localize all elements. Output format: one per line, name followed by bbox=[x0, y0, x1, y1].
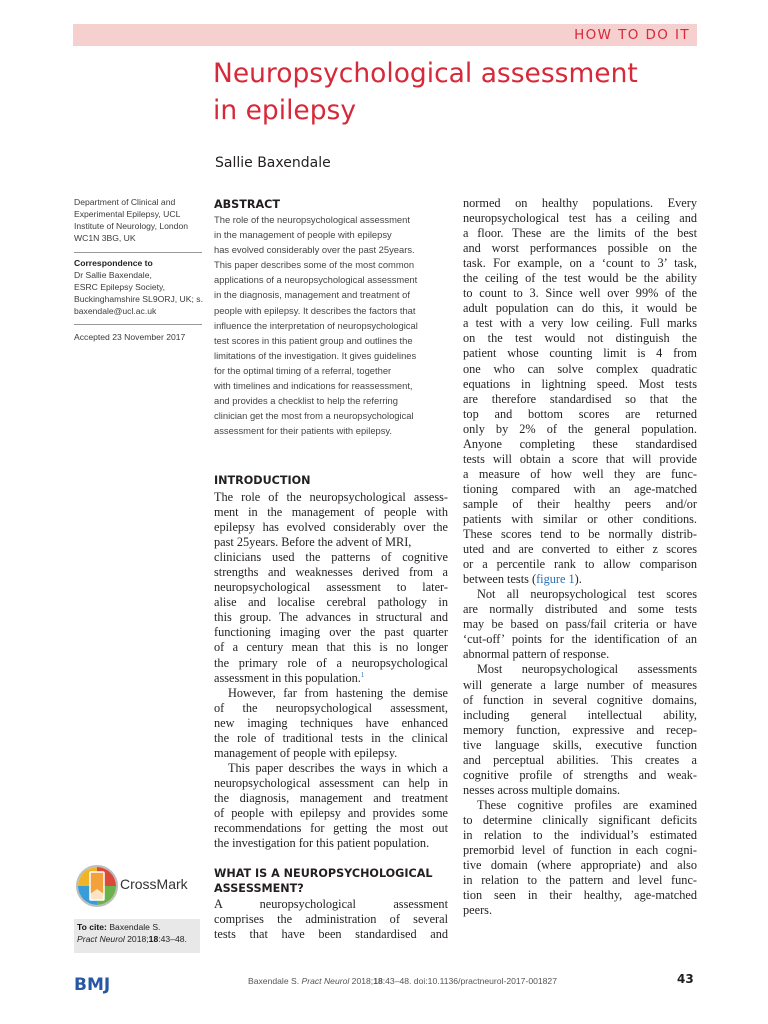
body-line: the investigation for this patient population. bbox=[214, 836, 430, 851]
footer-doi[interactable]: :43–48. doi:10.1136/practneurol-2017-001827 bbox=[382, 976, 557, 986]
body-line: this group. The advances in structural and bbox=[214, 610, 448, 625]
body-line: cognitive profile of strengths and weak- bbox=[463, 767, 697, 782]
what-is-body bbox=[214, 897, 448, 942]
footer-citation bbox=[248, 976, 557, 986]
what-is-heading-line: ASSESSMENT? bbox=[214, 882, 304, 895]
body-line: sample of their healthy peers and/or bbox=[463, 496, 697, 511]
correspondence-line: Dr Sallie Baxendale, bbox=[74, 270, 152, 281]
footer-journal: Pract Neurol bbox=[301, 976, 350, 986]
correspondence-line: ESRC Epilepsy Society, bbox=[74, 282, 166, 293]
body-line: or a percentile rank to allow comparison bbox=[463, 557, 697, 572]
body-line: including general intellectual ability, bbox=[463, 707, 697, 722]
footer-volume: 18 bbox=[373, 976, 383, 986]
citation-year: 2018; bbox=[127, 934, 149, 944]
footer-year: 2018; bbox=[349, 976, 374, 986]
body-line: new imaging techniques have enhanced bbox=[214, 715, 448, 730]
body-line: tion seen in their healthy, age-matched bbox=[463, 888, 697, 903]
body-line: top and bottom scores are returned bbox=[463, 406, 697, 421]
accepted-date: Accepted 23 November 2017 bbox=[74, 332, 186, 342]
body-line: on the test would not distinguish the bbox=[463, 331, 697, 346]
body-line: management of people with epilepsy. bbox=[214, 745, 398, 760]
crossmark-icon bbox=[76, 863, 118, 909]
abstract-line: assessment for their patients with epilepsy. bbox=[214, 425, 393, 437]
affiliation-line: Experimental Epilepsy, UCL bbox=[74, 209, 181, 220]
figure-link[interactable]: figure 1 bbox=[536, 572, 575, 587]
body-line: tests will obtain a score that will provide bbox=[463, 451, 697, 466]
abstract-line: test scores in this patient group and outlines the bbox=[214, 334, 413, 346]
body-line: ‘cut-off’ points for the identification of an bbox=[463, 632, 697, 647]
body-line: tive language skills, executive function bbox=[463, 737, 697, 752]
sidebar-divider bbox=[74, 324, 202, 325]
body-line: tioning compared with an age-matched bbox=[463, 481, 697, 496]
article-title-line-2: in epilepsy bbox=[213, 95, 357, 126]
body-line: uted and are converted to either z scores bbox=[463, 542, 697, 557]
abstract-line: applications of a neuropsychological assessment bbox=[214, 274, 418, 286]
what-is-heading-line: WHAT IS A NEUROPSYCHOLOGICAL bbox=[214, 867, 433, 880]
reference-link[interactable]: 1 bbox=[360, 670, 365, 679]
body-line: the diagnosis, management and treatment bbox=[214, 790, 448, 805]
correspondence bbox=[74, 257, 202, 317]
body-line: and perceptual abilities. This creates a bbox=[463, 752, 697, 767]
citation-author: Baxendale S. bbox=[109, 922, 161, 932]
body-line: These cognitive profiles are examined bbox=[477, 797, 697, 812]
body-line: will generate a large number of measures bbox=[463, 677, 697, 692]
body-line: normed on healthy populations. Every bbox=[463, 196, 697, 210]
citation-line bbox=[77, 933, 200, 945]
body-line: The role of the neuropsychological assess- bbox=[214, 490, 448, 504]
body-line: tive domain (where appropriate) and also bbox=[463, 858, 697, 873]
article-title bbox=[213, 55, 693, 129]
body-line: strengths and weaknesses derived from a bbox=[214, 565, 448, 580]
body-line: patient whose counting limit is 4 from bbox=[463, 346, 697, 361]
body-text: assessment in this population. bbox=[214, 670, 361, 685]
what-is-heading bbox=[214, 866, 433, 896]
body-line: one who can solve complex quadratic bbox=[463, 361, 697, 376]
body-line: clinicians used the patterns of cognitive bbox=[214, 550, 448, 565]
body-line: to determine clinically significant deficits bbox=[463, 812, 697, 827]
section-label: HOW TO DO IT bbox=[574, 27, 690, 43]
citation-line bbox=[77, 921, 200, 933]
body-line: a measure of how well they are func- bbox=[463, 466, 697, 481]
affiliation-line: Institute of Neurology, London bbox=[74, 221, 189, 232]
abstract-line: influence the interpretation of neuropsychological bbox=[214, 319, 418, 331]
body-line: a test with a very low ceiling. Full marks bbox=[463, 316, 697, 331]
abstract-line: has evolved considerably over the past 25years. bbox=[214, 244, 415, 256]
correspondence-email[interactable]: baxendale@ucl.ac.uk bbox=[74, 306, 157, 317]
body-line: A neuropsychological assessment bbox=[214, 897, 448, 911]
body-line: comprises the administration of several bbox=[214, 912, 448, 927]
abstract-text bbox=[214, 212, 448, 438]
sidebar-divider bbox=[74, 252, 202, 253]
body-line: of the neuropsychological assessment, bbox=[214, 700, 448, 715]
body-line: neuropsychological assessment to later- bbox=[214, 580, 448, 595]
correspondence-line: Buckinghamshire SL9ORJ, UK; s. bbox=[74, 294, 203, 305]
body-line: Anyone completing these standardised bbox=[463, 436, 697, 451]
abstract-line: people with epilepsy. It describes the factors that bbox=[214, 304, 416, 316]
body-line: These scores tend to be normally distrib- bbox=[463, 527, 697, 542]
abstract-line: limitations of the investigation. It gives guidelines bbox=[214, 349, 417, 361]
abstract-line: clinician get the most from a neuropsychological bbox=[214, 410, 414, 422]
body-line: in relation to the individual’s estimated bbox=[463, 827, 697, 842]
body-line: Most neuropsychological assessments bbox=[477, 662, 697, 677]
citation-pages: :43–48. bbox=[158, 934, 187, 944]
body-line: patients with similar or other conditions. bbox=[463, 511, 697, 526]
body-text: between tests ( bbox=[463, 572, 537, 587]
body-line: alise and localise cerebral pathology in bbox=[214, 595, 448, 610]
crossmark-badge[interactable] bbox=[76, 863, 206, 909]
page-number: 43 bbox=[677, 972, 694, 986]
body-line: recommendations for getting the most out bbox=[214, 821, 448, 836]
body-line: may be based on pass/fail criteria or have bbox=[463, 617, 697, 632]
body-line: adult population can do this, it would be bbox=[463, 301, 697, 316]
body-line: Not all neuropsychological test scores bbox=[477, 587, 697, 602]
correspondence-heading: Correspondence to bbox=[74, 258, 153, 268]
abstract-line: for the optimal timing of a referral, together bbox=[214, 364, 392, 376]
introduction-body bbox=[214, 490, 448, 851]
article-title-line-1: Neuropsychological assessment bbox=[213, 58, 638, 89]
body-line: epilepsy has evolved considerably over the bbox=[214, 520, 448, 535]
affiliation bbox=[74, 196, 202, 244]
abstract-line: in the diagnosis, management and treatment of bbox=[214, 289, 410, 301]
body-line: only by 2% of the general population. bbox=[463, 421, 697, 436]
body-line: tests that have been standardised and bbox=[214, 927, 448, 942]
abstract-line: This paper describes some of the most common bbox=[214, 259, 415, 271]
body-line: of function in several cognitive domains, bbox=[463, 692, 697, 707]
citation-volume: 18 bbox=[148, 934, 159, 944]
citation-box bbox=[74, 919, 200, 953]
body-line: are normally distributed and some tests bbox=[463, 602, 697, 617]
body-line: and worst performances possible on the bbox=[463, 241, 697, 256]
body-line: premorbid level of function in each cogni- bbox=[463, 843, 697, 858]
body-line: the role of traditional tests in the clinical bbox=[214, 730, 448, 745]
body-line: neuropsychological assessment can help in bbox=[214, 775, 448, 790]
abstract-line: in the management of people with epilepsy bbox=[214, 229, 392, 241]
body-line: functioning imaging over the past quarter bbox=[214, 625, 448, 640]
introduction-heading: INTRODUCTION bbox=[214, 474, 311, 487]
body-line: peers. bbox=[463, 903, 493, 918]
body-line: a floor. These are the limits of the best bbox=[463, 226, 697, 241]
body-line: memory function, expressive and recep- bbox=[463, 722, 697, 737]
section-banner bbox=[73, 24, 697, 46]
body-line: past 25years. Before the advent of MRI, bbox=[214, 535, 412, 550]
abstract-line: with timelines and indications for reassessment, bbox=[214, 380, 413, 392]
body-line: equations in lightning speed. Most tests bbox=[463, 376, 697, 391]
body-line bbox=[214, 671, 448, 686]
abstract-line: The role of the neuropsychological assessment bbox=[214, 214, 410, 225]
body-line: to count to 3. Since well over 99% of the bbox=[463, 286, 697, 301]
footer-author: Baxendale S. bbox=[248, 976, 302, 986]
crossmark-label: CrossMark bbox=[120, 876, 188, 892]
body-line: task. For example, on a ‘count to 3’ task, bbox=[463, 256, 697, 271]
author-name: Sallie Baxendale bbox=[215, 155, 331, 171]
body-line: of a century mean that this is no longer bbox=[214, 640, 448, 655]
body-line: in relation to the pattern and level func- bbox=[463, 873, 697, 888]
bmj-logo: BMJ bbox=[74, 975, 111, 995]
right-column-body bbox=[463, 196, 697, 918]
body-line bbox=[463, 572, 697, 587]
body-line: neuropsychological test has a ceiling and bbox=[463, 211, 697, 226]
body-line: the ceiling of the test would be the ability bbox=[463, 271, 697, 286]
body-line: ment in the management of people with bbox=[214, 505, 448, 520]
body-line: of people with epilepsy and provides some bbox=[214, 805, 448, 820]
citation-label: To cite: bbox=[77, 922, 107, 932]
citation-journal: Pract Neurol bbox=[77, 934, 125, 944]
affiliation-line: Department of Clinical and bbox=[74, 197, 176, 207]
affiliation-line: WC1N 3BG, UK bbox=[74, 233, 136, 244]
abstract-line: and provides a checklist to help the referring bbox=[214, 395, 398, 407]
body-line: abnormal pattern of response. bbox=[463, 647, 610, 662]
abstract-heading: ABSTRACT bbox=[214, 198, 280, 211]
body-text: ). bbox=[574, 572, 582, 587]
body-line: nesses across multiple domains. bbox=[463, 782, 621, 797]
body-line: the primary role of a neuropsychological bbox=[214, 655, 448, 670]
body-line: are therefore standardised so that the bbox=[463, 391, 697, 406]
body-line: This paper describes the ways in which a bbox=[228, 760, 448, 775]
body-line: However, far from hastening the demise bbox=[228, 685, 448, 700]
